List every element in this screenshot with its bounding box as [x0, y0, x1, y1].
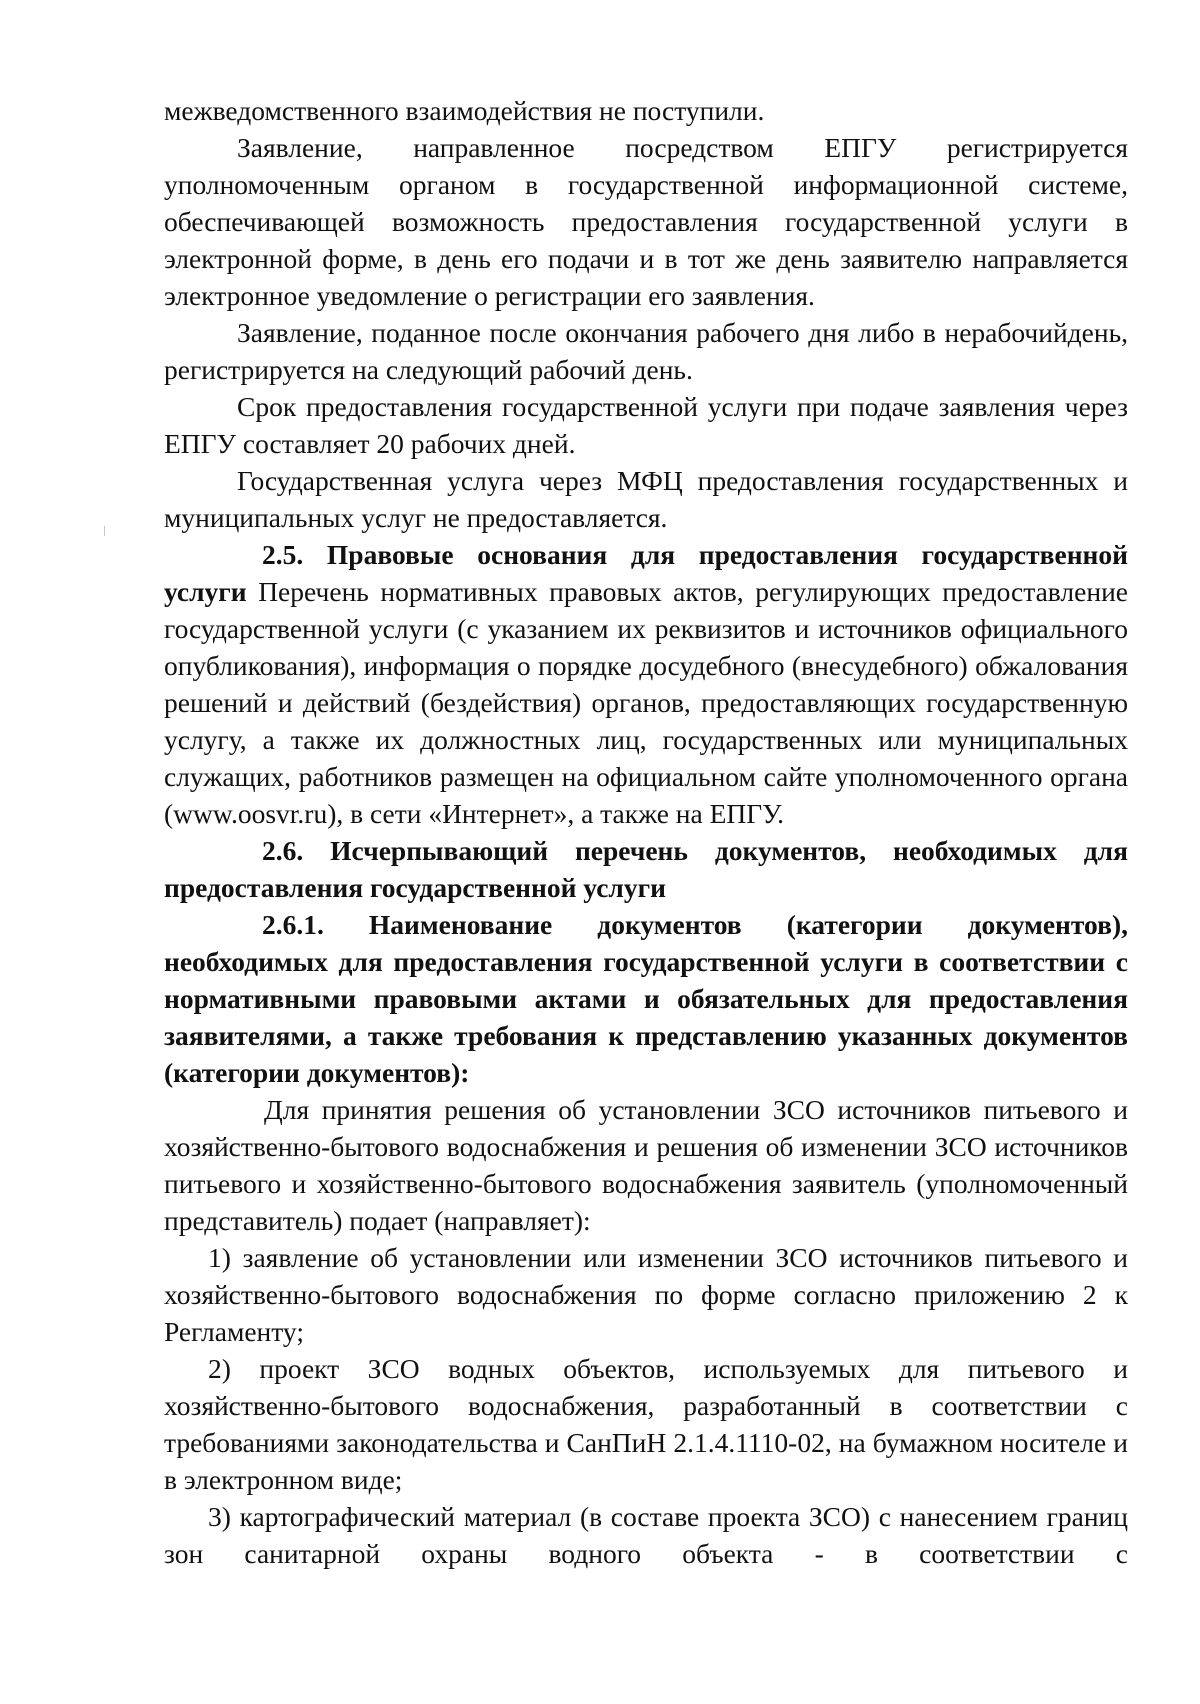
scan-artifact — [104, 526, 105, 536]
section-2-5-body: Перечень нормативных правовых актов, регулирующих предоставление государственной услуги (с указанием их реквизитов и источников официального опубликования), информация о порядке досудебного (внесудебного) обжалования решений и действий (бездействия) органов, предоставляющих государственную услугу, а также их должностных лиц, государственных или муниципальных служащих, работников размещен на официальном сайте уполномоченного органа (www.oosvr.ru), в сети «Интернет», а также на ЕПГУ. — [164, 576, 1128, 829]
paragraph-non-working-day: Заявление, поданное после окончания рабочего дня либо в нерабочийдень, регистрируется на следующий рабочий день. — [164, 317, 1128, 385]
section-2-6-1-heading: 2.6.1. Наименование документов (категории документов), необходимых для предоставления государственной услуги в соответствии с нормативными правовыми актами и обязательных для предоставления заявителями, а также требования к представлению указанных документов (категории документов): — [164, 909, 1128, 1088]
section-2-5-heading: 2.5. Правовые основания для предоставления государственной услуги — [164, 539, 1128, 607]
paragraph-service-term: Срок предоставления государственной услуги при подаче заявления через ЕПГУ составляет 20 рабочих дней. — [164, 391, 1128, 459]
paragraph-continuation: межведомственного взаимодействия не поступили. — [164, 95, 765, 126]
paragraph-epgu-registration: Заявление, направленное посредством ЕПГУ регистрируется уполномоченным органом в государственной информационной системе, обеспечивающей возможность предоставления государственной услуги в электронной форме, в день его подачи и в тот же день заявителю направляется электронное уведомление о регистрации его заявления. — [164, 132, 1128, 311]
document-body — [164, 92, 1128, 1572]
paragraph-mfc: Государственная услуга через МФЦ предоставления государственных и муниципальных услуг не предоставляется. — [164, 465, 1128, 533]
section-2-5 — [164, 536, 1128, 832]
section-2-6-heading: 2.6. Исчерпывающий перечень документов, необходимых для предоставления государственной услуги — [164, 835, 1128, 903]
paragraph-decision-documents: Для принятия решения об установлении ЗСО источников питьевого и хозяйственно-бытового водоснабжения и решения об изменении ЗСО источников питьевого и хозяйственно-бытового водоснабжения заявитель (уполномоченный представитель) подает (направляет): — [164, 1094, 1128, 1236]
list-item-3: 3) картографический материал (в составе проекта ЗСО) с нанесением границ зон санитарной охраны водного объекта - в соответствии с — [164, 1501, 1128, 1569]
list-item-1: 1) заявление об установлении или изменении ЗСО источников питьевого и хозяйственно-бытового водоснабжения по форме согласно приложению 2 к Регламенту; — [164, 1242, 1128, 1347]
list-item-2: 2) проект ЗСО водных объектов, используемых для питьевого и хозяйственно-бытового водоснабжения, разработанный в соответствии с требованиями законодательства и СанПиН 2.1.4.1110-02, на бумажном носителе и в электронном виде; — [164, 1353, 1128, 1495]
